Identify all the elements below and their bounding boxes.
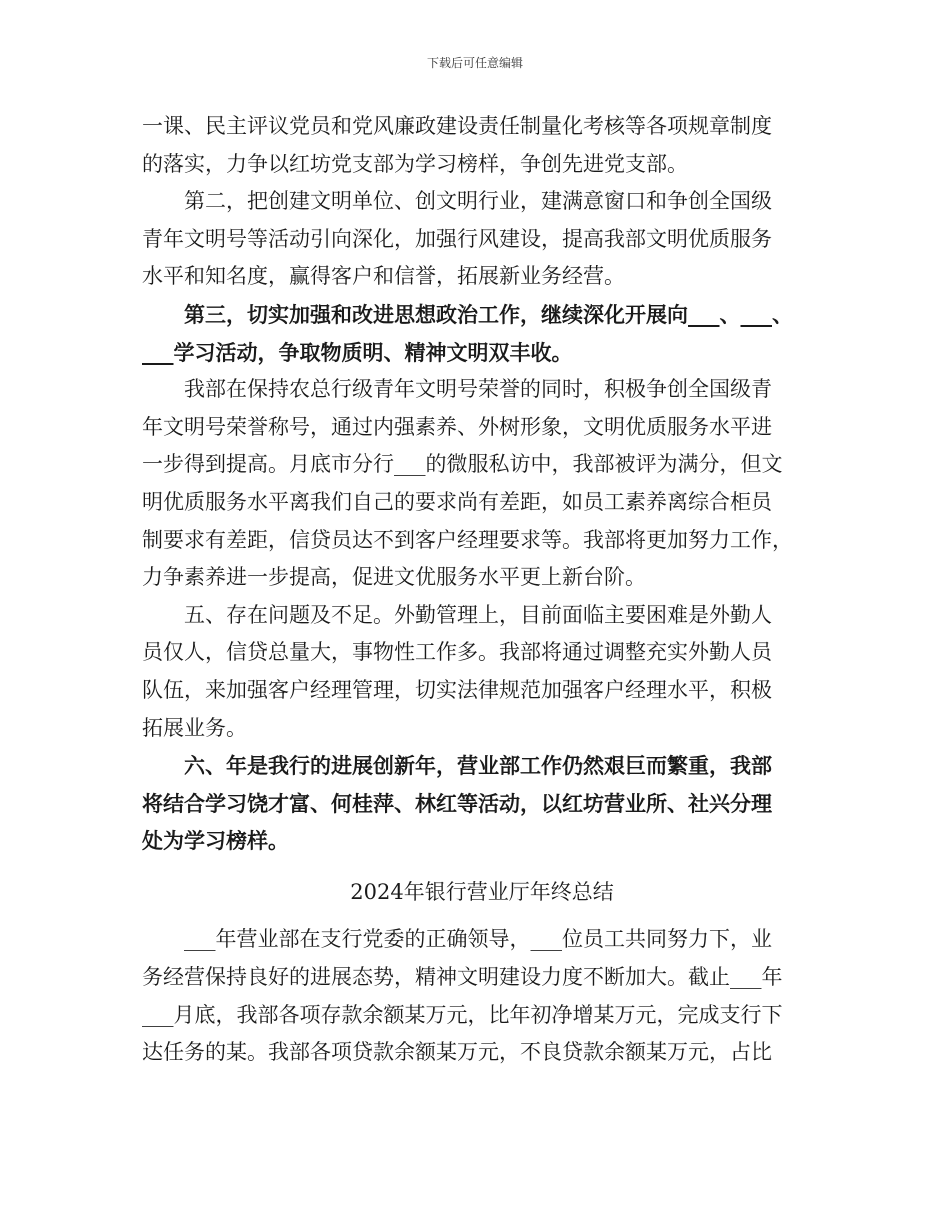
text-line: 水平和知名度，赢得客户和信誉，拓展新业务经营。 — [142, 264, 625, 289]
text-line: 年文明号荣誉称号，通过内强素养、外树形象，文明优质服务水平进 — [142, 414, 772, 439]
text-line: ___学习活动，争取物质明、精神文明双丰收。 — [142, 339, 573, 365]
text-line: 制要求有差距，信贷员达不到客户经理要求等。我部将更加努力工作， — [142, 527, 793, 552]
paragraph-block-2 — [142, 921, 822, 1071]
text-line: 第三，切实加强和改进思想政治工作，继续深化开展向___、___、 — [142, 301, 793, 327]
text-line: 力争素养进一步提高，促进文优服务水平更上新台阶。 — [142, 565, 646, 590]
text-line: 一课、民主评议党员和党风廉政建设责任制量化考核等各项规章制度 — [142, 114, 772, 138]
text-line: 将结合学习饶才富、何桂萍、林红等活动，以红坊营业所、社兴分理 — [142, 790, 772, 816]
page-header: 下载后可任意编辑 — [426, 56, 523, 70]
paragraph-block-1 — [142, 108, 822, 860]
text-line: 第二，把创建文明单位、创文明行业，建满意窗口和争创全国级 — [142, 189, 772, 214]
text-line: 员仅人，信贷总量大，事物性工作多。我部将通过调整充实外勤人员 — [142, 640, 772, 665]
text-line: 五、存在问题及不足。外勤管理上，目前面临主要困难是外勤人 — [142, 602, 772, 627]
text-line: 青年文明号等活动引向深化，加强行风建设，提高我部文明优质服务 — [142, 226, 772, 251]
text-line: 达任务的某。我部各项贷款余额某万元，不良贷款余额某万元，占比 — [142, 1040, 772, 1065]
text-line: 务经营保持良好的进展态势，精神文明建设力度不断加大。截止___年 — [142, 965, 783, 990]
text-line: 一步得到提高。月底市分行___的微服私访中，我部被评为满分，但文 — [142, 452, 783, 477]
section-title: 2024年银行营业厅年终总结 — [350, 879, 614, 904]
text-line: 明优质服务水平离我们自己的要求尚有差距，如员工素养离综合柜员 — [142, 489, 772, 514]
text-line: 拓展业务。 — [142, 715, 247, 740]
text-line: 的落实，力争以红坊党支部为学习榜样，争创先进党支部。 — [142, 151, 688, 176]
text-line: 队伍，来加强客户经理管理，切实法律规范加强客户经理水平，积极 — [142, 677, 772, 702]
text-line: ___月底，我部各项存款余额某万元，比年初净增某万元，完成支行下 — [142, 1002, 783, 1027]
text-line: 处为学习榜样。 — [142, 828, 289, 854]
text-line: 我部在保持农总行级青年文明号荣誉的同时，积极争创全国级青 — [142, 377, 772, 402]
document-body — [142, 108, 822, 1072]
text-line: ___年营业部在支行党委的正确领导，___位员工共同努力下，业 — [142, 927, 772, 952]
text-line: 六、年是我行的进展创新年，营业部工作仍然艰巨而繁重，我部 — [142, 753, 772, 779]
